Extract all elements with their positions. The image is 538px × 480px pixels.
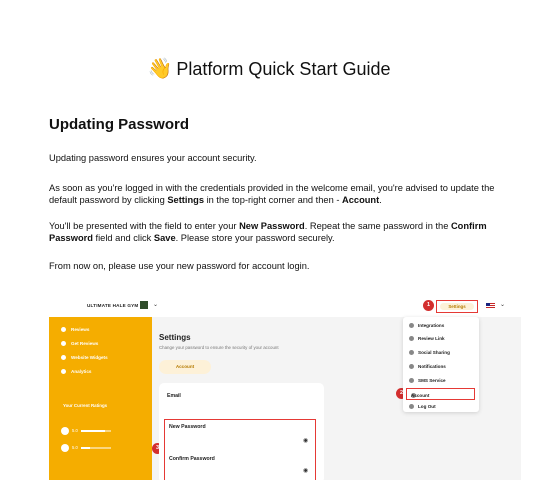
p2-text-c: . bbox=[379, 195, 382, 205]
settings-subtitle: Change your password to ensure the security of your account bbox=[159, 345, 279, 350]
menu-item-notifications[interactable] bbox=[409, 364, 446, 369]
rating-bar bbox=[81, 430, 111, 432]
menu-item-label: Notifications bbox=[418, 364, 446, 369]
menu-item-social-sharing[interactable] bbox=[409, 350, 450, 355]
menu-item-log-out[interactable] bbox=[409, 404, 436, 409]
step-badge-3: 3 bbox=[152, 443, 163, 454]
paragraph-password bbox=[49, 220, 499, 244]
step-badge-2: 2 bbox=[396, 388, 407, 399]
step-badge-1: 1 bbox=[423, 300, 434, 311]
brand-logo-icon bbox=[140, 301, 148, 309]
link-icon bbox=[409, 336, 414, 341]
platform-icon bbox=[61, 444, 69, 452]
sidebar-section-title: Your Current Ratings bbox=[63, 403, 108, 408]
sidebar-item-label: Website Widgets bbox=[71, 355, 108, 360]
menu-item-account[interactable] bbox=[406, 388, 475, 400]
p3-text-c: field and click bbox=[92, 233, 154, 243]
rating-bar-fill bbox=[81, 430, 105, 432]
paragraph-closing: From now on, please use your new password for account login. bbox=[49, 261, 310, 271]
doc-title bbox=[0, 56, 538, 81]
rating-score: 5.0 bbox=[72, 428, 78, 434]
chevron-down-icon[interactable]: ⌄ bbox=[500, 302, 506, 308]
chart-icon bbox=[61, 369, 66, 374]
menu-item-review-link[interactable] bbox=[409, 336, 445, 341]
sidebar-item-get-reviews[interactable] bbox=[61, 341, 98, 346]
sidebar-item-label: Analytics bbox=[71, 369, 92, 374]
plus-icon bbox=[61, 341, 66, 346]
brand-name: ULTIMATE HALE GYM bbox=[87, 303, 139, 308]
star-icon bbox=[61, 327, 66, 332]
password-fields-highlight bbox=[164, 419, 316, 480]
p3-text-d: . Please store your password securely. bbox=[175, 233, 335, 243]
sidebar-item-reviews[interactable] bbox=[61, 327, 89, 332]
rating-bar-fill bbox=[81, 447, 90, 449]
sidebar-item-label: Get Reviews bbox=[71, 341, 99, 346]
p2-bold-settings: Settings bbox=[167, 195, 205, 205]
app-topbar bbox=[49, 295, 521, 317]
new-password-label: New Password bbox=[169, 424, 206, 430]
settings-button-highlight[interactable] bbox=[436, 300, 478, 313]
grid-icon bbox=[61, 355, 66, 360]
menu-item-label: Account bbox=[411, 393, 430, 398]
rating-score: 5.0 bbox=[72, 445, 78, 451]
bell-icon bbox=[409, 364, 414, 369]
chevron-down-icon[interactable]: ⌄ bbox=[153, 302, 159, 308]
p3-text-a: You'll be presented with the field to enter your bbox=[49, 221, 240, 231]
menu-item-label: Review Link bbox=[418, 336, 445, 341]
account-card bbox=[159, 383, 324, 480]
p3-text-b: . Repeat the same password in the bbox=[304, 221, 451, 231]
us-flag-icon[interactable] bbox=[486, 303, 495, 309]
menu-item-sms-service[interactable] bbox=[409, 378, 446, 383]
sidebar-item-analytics[interactable] bbox=[61, 369, 91, 374]
menu-item-label: Social Sharing bbox=[418, 350, 450, 355]
p3-bold-new-password: New Password bbox=[239, 221, 305, 231]
menu-item-label: Log Out bbox=[418, 404, 436, 409]
section-heading: Updating Password bbox=[49, 116, 190, 133]
embedded-screenshot bbox=[49, 295, 521, 480]
paragraph-intro: Updating password ensures your account security. bbox=[49, 153, 257, 163]
share-icon bbox=[409, 350, 414, 355]
message-icon bbox=[409, 378, 414, 383]
sidebar bbox=[49, 317, 152, 480]
eye-icon[interactable]: ◉ bbox=[303, 468, 309, 474]
menu-item-label: Integrations bbox=[418, 323, 445, 328]
email-label: Email bbox=[167, 393, 181, 399]
rating-bar bbox=[81, 447, 111, 449]
menu-item-label: SMS Service bbox=[418, 378, 446, 383]
settings-dropdown bbox=[403, 317, 479, 412]
p3-bold-save: Save bbox=[153, 233, 176, 243]
eye-icon[interactable]: ◉ bbox=[303, 438, 309, 444]
sidebar-item-label: Reviews bbox=[71, 327, 90, 332]
p3-bold-confirm-password: Confirm Password bbox=[49, 221, 487, 243]
paragraph-settings bbox=[49, 182, 499, 206]
rating-google bbox=[61, 422, 111, 440]
p2-text-a: As soon as you're logged in with the credentials provided in the welcome email, you're advised to update the default password by clicking bbox=[49, 183, 495, 205]
rating-secondary bbox=[61, 439, 111, 457]
sidebar-item-website-widgets[interactable] bbox=[61, 355, 108, 360]
confirm-password-label: Confirm Password bbox=[169, 456, 215, 462]
google-icon bbox=[61, 427, 69, 435]
logout-icon bbox=[409, 404, 414, 409]
p2-bold-account: Account bbox=[342, 195, 380, 205]
doc-title-text: Platform Quick Start Guide bbox=[176, 59, 391, 79]
p2-text-b: in the top-right corner and then - bbox=[204, 195, 343, 205]
settings-button[interactable]: Settings bbox=[440, 303, 474, 310]
settings-title: Settings bbox=[159, 333, 191, 342]
waving-hand-icon: 👋 bbox=[147, 58, 173, 80]
integrations-icon bbox=[409, 323, 414, 328]
tab-account[interactable]: Account bbox=[159, 360, 211, 374]
menu-item-integrations[interactable] bbox=[409, 323, 444, 328]
